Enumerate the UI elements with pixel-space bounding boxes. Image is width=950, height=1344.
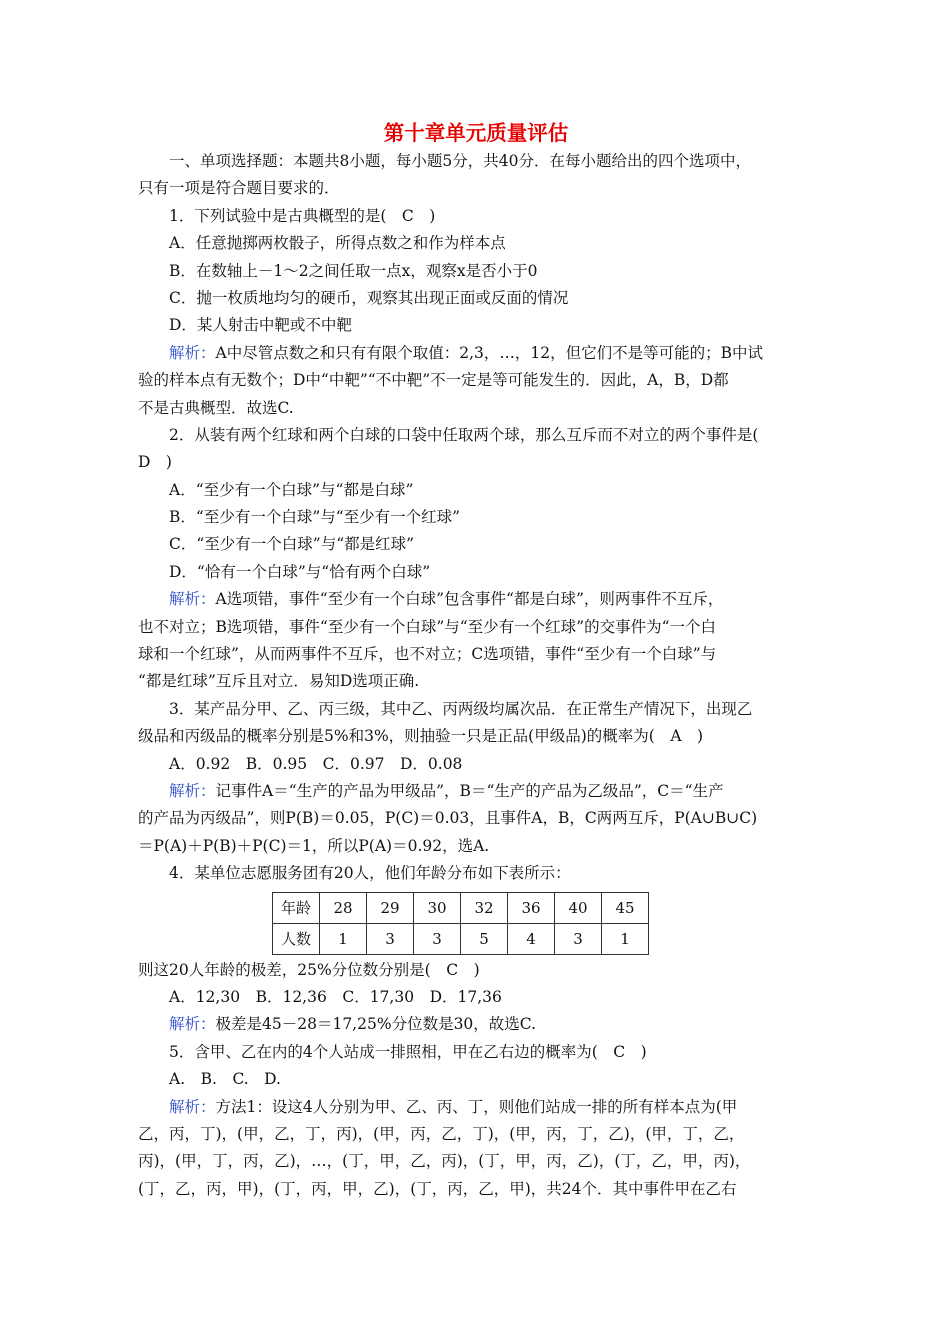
- text-line-q2s2: [138, 614, 814, 641]
- text-line-q4o: [138, 984, 814, 1011]
- line-text: 丙)，(甲，丁，丙，乙)，…，(丁，甲，乙，丙)，(丁，甲，丙，乙)，(丁，乙，甲，丙)，: [138, 1152, 751, 1171]
- line-text: D．“恰有一个白球”与“恰有两个白球”: [169, 562, 431, 581]
- text-line-q2: [138, 422, 814, 449]
- line-text: 只有一项是符合题目要求的．: [138, 179, 340, 198]
- text-line-q5o: [138, 1066, 814, 1093]
- table-cell-count: 5: [461, 923, 508, 954]
- text-line-q1: [138, 203, 814, 230]
- line-text: 的产品为丙级品”，则P(B)＝0.05，P(C)＝0.03，且事件A，B，C两两互斥，P(A∪B∪C): [138, 809, 758, 828]
- question-block-1-4: [138, 148, 814, 888]
- line-text: 球和一个红球”，从而两事件不互斥，也不对立；C选项错，事件“至少有一个白球”与: [138, 645, 717, 664]
- question-block-4-5: [138, 957, 814, 1204]
- text-line-q4q: [138, 957, 814, 984]
- line-text: D ): [138, 453, 172, 472]
- table-cell-age: 32: [461, 892, 508, 923]
- line-text: A. B. C. D.: [169, 1070, 281, 1089]
- line-text: 乙，丙，丁)，(甲，乙，丁，丙)，(甲，丙，乙，丁)，(甲，丙，丁，乙)，(甲，丁，乙，: [138, 1124, 745, 1143]
- table-cell-count: 3: [555, 923, 602, 954]
- line-text: A．12,30 B．12,36 C．17,30 D．17,36: [169, 987, 502, 1006]
- line-text: 方法1：设这4人分别为甲、乙、丙、丁，则他们站成一排的所有样本点为(甲: [215, 1097, 738, 1116]
- text-line-q5s3: [138, 1148, 814, 1175]
- line-text: B．“至少有一个白球”与“至少有一个红球”: [169, 508, 461, 527]
- text-line-q4s: [138, 1011, 814, 1038]
- line-text: 级品和丙级品的概率分别是5%和3%，则抽验一只是正品(甲级品)的概率为( A ): [138, 727, 704, 746]
- line-text: 1．下列试验中是古典概型的是( C ): [169, 206, 436, 225]
- text-line-q2c: [138, 531, 814, 558]
- line-text: A．任意抛掷两枚骰子，所得点数之和作为样本点: [169, 234, 506, 253]
- line-text: C．“至少有一个白球”与“都是红球”: [169, 535, 415, 554]
- text-line-q2s4: [138, 668, 814, 695]
- table-row-count: [273, 923, 649, 954]
- text-line-q1b: [138, 258, 814, 285]
- text-line-sec1a: [138, 148, 814, 175]
- line-text: D．某人射击中靶或不中靶: [169, 316, 352, 335]
- table-cell-count: 1: [602, 923, 649, 954]
- text-line-q3o: [138, 751, 814, 778]
- table-cell-age: 28: [320, 892, 367, 923]
- table-cell-age: 40: [555, 892, 602, 923]
- document-page: [138, 118, 814, 1203]
- line-text: 一、单项选择题：本题共8小题，每小题5分，共40分．在每小题给出的四个选项中，: [169, 152, 751, 170]
- table-header-age: 年龄: [273, 892, 320, 923]
- text-line-q1s2: [138, 367, 814, 394]
- age-distribution-table: [272, 892, 649, 955]
- text-line-q2s3: [138, 641, 814, 668]
- text-line-q2b: [138, 449, 814, 476]
- table-row-age: [273, 892, 649, 923]
- text-line-q5: [138, 1039, 814, 1066]
- text-line-q2a: [138, 477, 814, 504]
- line-text: 2．从装有两个红球和两个白球的口袋中任取两个球，那么互斥而不对立的两个事件是(: [169, 425, 759, 444]
- line-text: 验的样本点有无数个；D中“中靶”“不中靶”不一定是等可能发生的．因此，A，B，D都: [138, 371, 729, 390]
- text-line-q1s1: [138, 340, 814, 367]
- text-line-sec1b: [138, 175, 814, 202]
- text-line-q1c: [138, 285, 814, 312]
- text-line-q3s3: [138, 833, 814, 860]
- line-text: (丁，乙，丙，甲)，(丁，丙，甲，乙)，(丁，丙，乙，甲)，共24个．其中事件甲在乙右: [138, 1179, 737, 1198]
- solution-label: 解析：: [169, 590, 216, 609]
- table-cell-count: 3: [414, 923, 461, 954]
- text-line-q2bb: [138, 504, 814, 531]
- text-line-q2s1: [138, 586, 814, 613]
- line-text: 4．某单位志愿服务团有20人，他们年龄分布如下表所示：: [169, 864, 571, 883]
- table-cell-count: 3: [367, 923, 414, 954]
- solution-label: 解析：: [169, 1015, 216, 1034]
- text-line-q3s2: [138, 805, 814, 832]
- line-text: 记事件A＝“生产的产品为甲级品”，B＝“生产的产品为乙级品”，C＝“生产: [215, 781, 724, 800]
- line-text: “都是红球”互斥且对立．易知D选项正确.: [138, 672, 420, 691]
- solution-label: 解析：: [169, 343, 216, 362]
- table-cell-count: 1: [320, 923, 367, 954]
- table-cell-age: 30: [414, 892, 461, 923]
- page-title: 第十章单元质量评估: [383, 121, 569, 145]
- text-line-q5s2: [138, 1121, 814, 1148]
- table-header-count: 人数: [273, 923, 320, 954]
- line-text: 也不对立；B选项错，事件“至少有一个白球”与“至少有一个红球”的交事件为“一个白: [138, 617, 717, 636]
- text-line-q1s3: [138, 395, 814, 422]
- table-cell-age: 29: [367, 892, 414, 923]
- text-line-q3s1: [138, 778, 814, 805]
- text-line-q5s4: [138, 1176, 814, 1203]
- line-text: 3．某产品分甲、乙、丙三级，其中乙、丙两级均属次品．在正常生产情况下，出现乙: [169, 699, 753, 718]
- table-cell-age: 45: [602, 892, 649, 923]
- text-line-q4: [138, 860, 814, 887]
- text-line-q1a: [138, 230, 814, 257]
- line-text: A中尽管点数之和只有有限个取值：2,3，…，12，但它们不是等可能的；B中试: [215, 343, 763, 362]
- line-text: A．0.92 B．0.95 C．0.97 D．0.08: [169, 754, 463, 773]
- solution-label: 解析：: [169, 1097, 216, 1116]
- text-line-q3: [138, 696, 814, 723]
- solution-label: 解析：: [169, 781, 216, 800]
- table-cell-count: 4: [508, 923, 555, 954]
- line-text: 不是古典概型．故选C.: [138, 398, 294, 417]
- text-line-q2d: [138, 559, 814, 586]
- text-line-q5s1: [138, 1094, 814, 1121]
- text-line-q3b: [138, 723, 814, 750]
- table-cell-age: 36: [508, 892, 555, 923]
- line-text: B．在数轴上－1～2之间任取一点x，观察x是否小于0: [169, 261, 538, 280]
- line-text: 极差是45－28＝17,25%分位数是30，故选C.: [215, 1015, 537, 1034]
- line-text: 5．含甲、乙在内的4个人站成一排照相，甲在乙右边的概率为( C ): [169, 1042, 647, 1061]
- line-text: A选项错，事件“至少有一个白球”包含事件“都是白球”，则两事件不互斥，: [215, 590, 724, 609]
- text-line-q1d: [138, 312, 814, 339]
- line-text: 则这20人年龄的极差，25%分位数分别是( C ): [138, 960, 480, 979]
- line-text: A．“至少有一个白球”与“都是白球”: [169, 480, 414, 499]
- line-text: C．抛一枚质地均匀的硬币，观察其出现正面或反面的情况: [169, 288, 569, 307]
- line-text: ＝P(A)＋P(B)＋P(C)＝1，所以P(A)＝0.92，选A.: [138, 836, 490, 855]
